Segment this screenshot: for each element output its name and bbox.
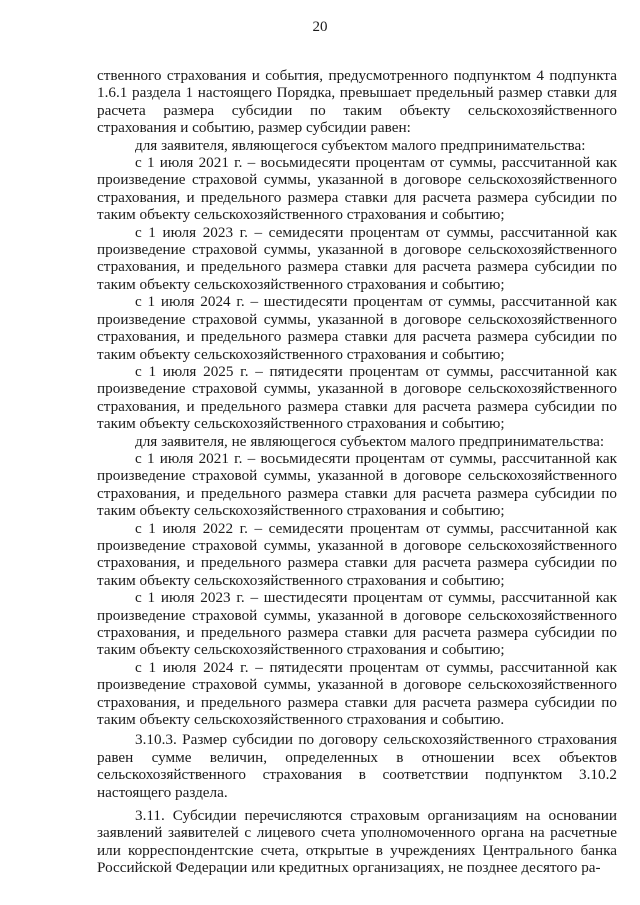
paragraph-non-small-business-2024: с 1 июля 2024 г. – пятидесяти процентам от суммы, рассчитанной как произведение страховой суммы, указанной в договоре сельскохозяйственного страхования, и предельного размера ставки для расчета размера субсидии по таким объекту сельскохозяйственного страхования и событию. <box>97 658 617 729</box>
paragraph-non-small-business-2023: с 1 июля 2023 г. – шестидесяти процентам от суммы, рассчитанной как произведение страховой суммы, указанной в договоре сельскохозяйственного страхования, и предельного размера ставки для расчета размера субсидии по таким объекту сельскохозяйственного страхования и событию; <box>97 589 617 659</box>
paragraph-small-business-2024: с 1 июля 2024 г. – шестидесяти процентам от суммы, рассчитанной как произведение страховой суммы, указанной в договоре сельскохозяйственного страхования, и предельного размера ставки для расчета размера субсидии по таким объекту сельскохозяйственного страхования и событию; <box>97 293 617 363</box>
paragraph-non-small-business-2021: с 1 июля 2021 г. – восьмидесяти процентам от суммы, рассчитанной как произведение страховой суммы, указанной в договоре сельскохозяйственного страхования, и предельного размера ставки для расчета размера субсидии по таким объекту сельскохозяйственного страхования и событию; <box>97 449 617 520</box>
paragraph-small-business-2025: с 1 июля 2025 г. – пятидесяти процентам от суммы, рассчитанной как произведение страховой суммы, указанной в договоре сельскохозяйственного страхования, и предельного размера ставки для расчета размера субсидии по таким объекту сельскохозяйственного страхования и событию; <box>97 362 617 433</box>
paragraph-small-business-2023: с 1 июля 2023 г. – семидесяти процентам от суммы, рассчитанной как произведение страховой суммы, указанной в договоре сельскохозяйственного страхования, и предельного размера ставки для расчета размера субсидии по таким объекту сельскохозяйственного страхования и событию; <box>97 223 617 293</box>
paragraph-non-small-business-2022: с 1 июля 2022 г. – семидесяти процентам от суммы, рассчитанной как произведение страховой суммы, указанной в договоре сельскохозяйственного страхования, и предельного размера ставки для расчета размера субсидии по таким объекту сельскохозяйственного страхования и событию; <box>97 519 617 589</box>
paragraph-3-10-3: 3.10.3. Размер субсидии по договору сельскохозяйственного страхования равен сумме величин, определенных в отношении всех объектов сельскохозяйственного страхования в соответствии подпунктом 3.10.2 настоящего раздела. <box>97 731 617 801</box>
paragraph-small-business-heading: для заявителя, являющегося субъектом малого предпринимательства: <box>135 136 586 154</box>
document-body <box>97 67 617 877</box>
page-number: 20 <box>312 19 328 35</box>
paragraph-3-11: 3.11. Субсидии перечисляются страховым организациям на основании заявлений заявителей с лицевого счета уполномоченного органа на расчетные или корреспондентские счета, открытые в учреждениях Центрального банка Российской Федерации или кредитных организациях, не позднее десятого ра- <box>97 807 617 877</box>
paragraph-small-business-2021: с 1 июля 2021 г. – восьмидесяти процентам от суммы, рассчитанной как произведение страховой суммы, указанной в договоре сельскохозяйственного страхования, и предельного размера ставки для расчета размера субсидии по таким объекту сельскохозяйственного страхования и событию; <box>97 154 617 224</box>
paragraph-continuation: ственного страхования и события, предусмотренного подпунктом 4 подпункта 1.6.1 раздела 1 настоящего Порядка, превышает предельный размер ставки для расчета размера субсидии по таким объекту сельскохозяйственного страхования и событию, размер субсидии равен: <box>97 67 617 137</box>
paragraph-non-small-business-heading: для заявителя, не являющегося субъектом малого предпринимательства: <box>135 432 605 450</box>
